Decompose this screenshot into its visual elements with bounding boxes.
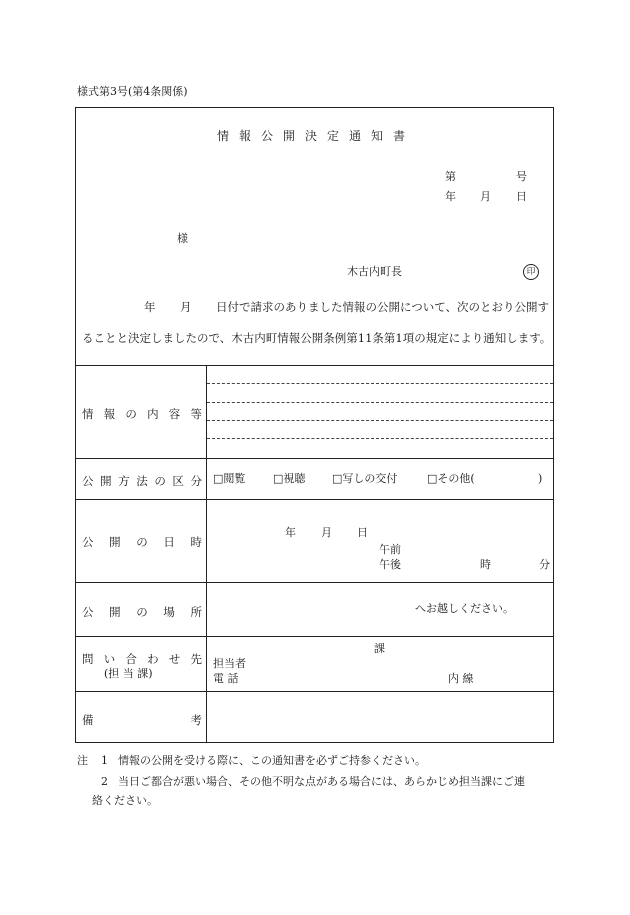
addressee-suffix: 様 (177, 232, 188, 245)
method-label: 公 開 方 法 の 区 分 (82, 474, 202, 488)
note-1-text: 情報の公開を受ける際に、この通知書を必ずご持参ください。 (118, 754, 426, 767)
seal-mark: 印 (523, 264, 539, 280)
content-label: 情 報 の 内 容 等 (82, 407, 202, 421)
content-line-2 (207, 402, 553, 403)
option-view[interactable]: □閲覧 (213, 472, 246, 485)
note-1-num: 1 (101, 754, 108, 767)
row-rule-1 (76, 458, 553, 459)
form-number-label: 様式第3号(第4条関係) (77, 85, 188, 98)
option-other-close: ) (538, 472, 543, 485)
datetime-label: 公 開 の 日 時 (82, 535, 202, 549)
row-rule-2 (76, 499, 553, 500)
issuer-name: 木古内町長 (347, 265, 402, 278)
contact-label: 問 い 合 わ せ 先 (82, 652, 202, 666)
form-title: 情報公開決定通知書 (216, 129, 415, 143)
contact-phone: 電 話 (213, 672, 239, 685)
table-divider (206, 365, 207, 743)
notification-form (75, 107, 554, 743)
date-month: 月 (480, 190, 491, 203)
remarks-label: 備 考 (82, 713, 202, 727)
contact-extension: 内 線 (448, 672, 474, 685)
number-prefix: 第 (445, 170, 456, 183)
datetime-month: 月 (321, 526, 332, 539)
place-text: へお越しください。 (415, 602, 514, 615)
note-2-cont: 絡ください。 (92, 794, 158, 807)
datetime-hour: 時 (480, 558, 491, 571)
note-1 (77, 754, 426, 767)
datetime-day: 日 (357, 526, 368, 539)
datetime-year: 年 (285, 526, 296, 539)
note-2-text: 当日ご都合が悪い場合、その他不明な点がある場合には、あらかじめ担当課にご連 (118, 775, 525, 788)
body-line-2: ることと決定しましたので、木古内町情報公開条例第11条第1項の規定により通知します。 (82, 331, 552, 345)
option-copy[interactable]: □写しの交付 (332, 472, 398, 485)
body-line-1-text: 日付で請求のありました情報の公開について、次のとおり公開す (216, 300, 550, 314)
content-line-4 (207, 438, 553, 439)
datetime-minute: 分 (539, 558, 550, 571)
datetime-pm: 午後 (379, 558, 401, 571)
number-suffix: 号 (516, 170, 527, 183)
body-year: 年 (144, 300, 156, 314)
contact-sublabel: (担 当 課) (104, 667, 153, 680)
body-month: 月 (180, 300, 192, 314)
place-label: 公 開 の 場 所 (82, 605, 202, 619)
table-top-rule (76, 365, 553, 366)
contact-section: 課 (374, 642, 385, 655)
content-line-1 (207, 383, 553, 384)
note-2-num: 2 (101, 775, 108, 788)
row-rule-4 (76, 636, 553, 637)
note-prefix: 注 (77, 754, 88, 767)
content-line-3 (207, 420, 553, 421)
row-rule-5 (76, 691, 553, 692)
option-listen[interactable]: □視聴 (273, 472, 306, 485)
date-day: 日 (516, 190, 527, 203)
contact-person: 担当者 (213, 657, 246, 670)
date-year: 年 (445, 190, 456, 203)
note-2 (101, 775, 525, 788)
option-other[interactable]: □その他( (427, 472, 475, 485)
row-rule-3 (76, 582, 553, 583)
datetime-am: 午前 (379, 543, 401, 556)
